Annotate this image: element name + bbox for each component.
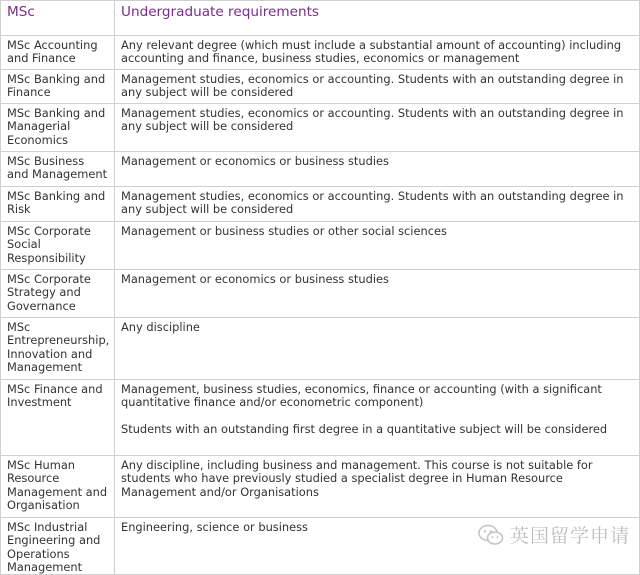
watermark-text: 英国留学申请 <box>509 525 630 547</box>
header-msc-label: MSc <box>7 4 35 20</box>
wechat-icon <box>478 524 504 546</box>
requirement-text: Management or business studies or other social sciences <box>121 224 447 238</box>
program-name: MSc Entrepreneurship, Innovation and Management <box>7 320 110 375</box>
requirement-text: Management studies, economics or accounting. Students with an outstanding degree in any subject will be considered <box>121 189 624 217</box>
table-row <box>1 187 640 222</box>
program-name: MSc Banking and Finance <box>7 72 106 100</box>
program-name: MSc Corporate Strategy and Governance <box>7 272 91 313</box>
program-name: MSc Human Resource Management and Organisation <box>7 458 108 513</box>
program-name: MSc Corporate Social Responsibility <box>7 224 91 265</box>
table-row <box>1 36 640 70</box>
program-name: MSc Accounting and Finance <box>7 38 98 66</box>
program-name: MSc Industrial Engineering and Operations Management <box>7 520 101 574</box>
table-row <box>1 222 640 270</box>
requirement-text: Management or economics or business studies <box>121 154 389 168</box>
requirement-text: Management or economics or business studies <box>121 272 389 286</box>
header-requirements <box>115 1 640 36</box>
requirement-text: Any discipline <box>121 320 200 334</box>
table-row <box>1 380 640 456</box>
table-row <box>1 70 640 104</box>
table-row <box>1 318 640 380</box>
requirement-text: Management studies, economics or accounting. Students with an outstanding degree in any subject will be considered <box>121 106 624 134</box>
program-name: MSc Finance and Investment <box>7 382 103 410</box>
program-name: MSc Banking and Managerial Economics <box>7 106 106 147</box>
requirement-text: Engineering, science or business <box>121 520 308 534</box>
requirement-text: Management studies, economics or accounting. Students with an outstanding degree in any subject will be considered <box>121 72 624 100</box>
requirement-text: Any discipline, including business and management. This course is not suitable for students who have previously studied a specialist degree in Human Resource Management and/or Organisations <box>121 458 593 499</box>
header-msc <box>1 1 115 36</box>
requirement-text: Any relevant degree (which must include a substantial amount of accounting) including accounting and finance, business studies, economics or management <box>121 38 622 66</box>
program-name: MSc Banking and Risk <box>7 189 106 217</box>
requirement-text: Students with an outstanding first degree in a quantitative subject will be considered <box>121 421 608 436</box>
watermark <box>478 521 630 548</box>
table-row <box>1 270 640 318</box>
table-row <box>1 152 640 187</box>
requirement-text: Management, business studies, economics, finance or accounting (with a significant quantitative finance and/or econometric component) <box>121 382 602 410</box>
table-row <box>1 456 640 518</box>
header-row <box>1 1 640 36</box>
program-name: MSc Business and Management <box>7 154 108 182</box>
header-requirements-label: Undergraduate requirements <box>121 4 320 20</box>
table-row <box>1 104 640 152</box>
